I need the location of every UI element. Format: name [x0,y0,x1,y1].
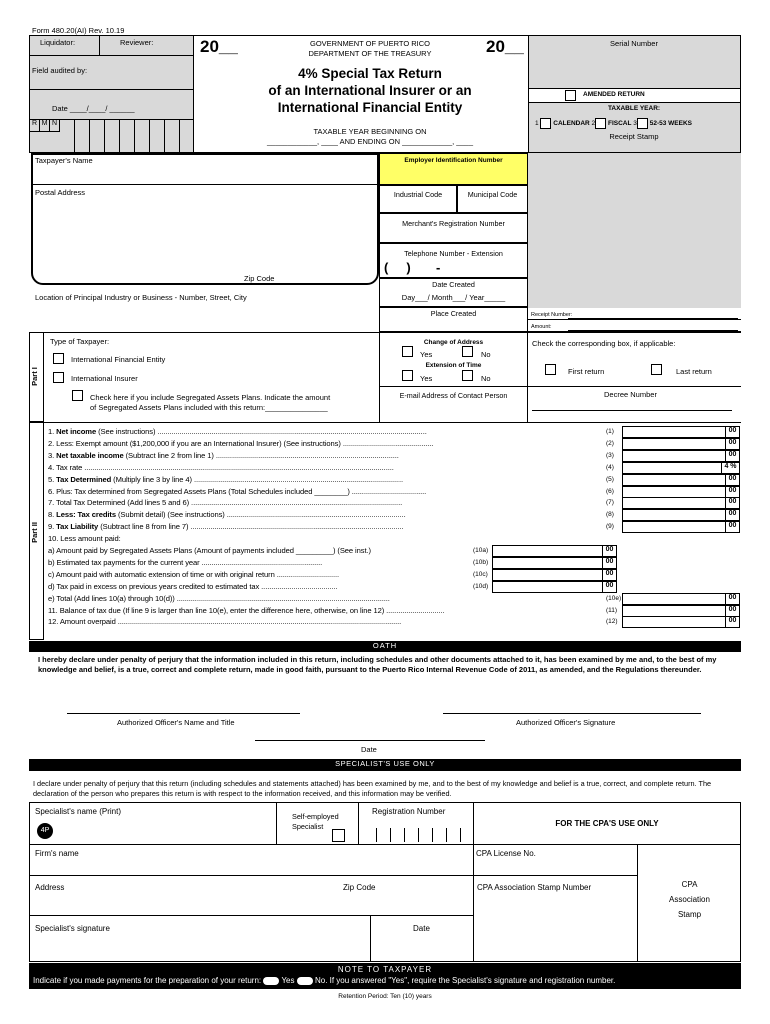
oath-date-label: Date [361,745,377,754]
footer-text-1: Indicate if you made payments for the preparation of your return: [33,976,262,985]
cpa-stamp-label-1: CPA [681,880,698,889]
line-5-amount[interactable] [622,474,740,486]
segregated-text-1: Check here if you include Segregated Assets Plans. Indicate the amount [90,393,331,402]
line-6-ref: (6) [606,487,614,495]
specialist-title: SPECIALIST'S USE ONLY [29,759,741,771]
line-7-cents: 00 [725,498,739,508]
line-15-amount[interactable] [622,593,740,605]
footer-yes-label: Yes [281,976,295,985]
line-13-cents: 00 [602,570,616,580]
line-16-ref: (11) [606,606,618,614]
receipt-stamp-area [528,153,741,308]
insurer-checkbox[interactable] [53,372,64,383]
extension-label: Extension of Time [425,362,482,369]
date-cell [30,90,194,120]
line-4-ref: (4) [606,463,614,471]
telephone-label: Telephone Number - Extension [404,249,503,258]
oath-text: I hereby declare under penalty of perjury that the information included in this return, including schedules and other documents attached to it, has been examined by me and, to the best of my knowledge and belief, is a true, correct and complete return, made in good faith, pursuant to the Puerto Rico Internal Revenue Code of 2011, as amended, and the Regulations thereunder. [38,655,717,674]
specialist-badge: 4P [37,823,53,839]
line-5-ref: (5) [606,475,614,483]
self-divider [276,802,277,844]
line-12-amount[interactable] [492,557,617,569]
specialist-declaration: I declare under penalty of perjury that this return (including schedules and statements attached) has been examined by me, and to the best of my knowledge and belief is a true, correct, and complete return. The declaration of the person who prepares this return is with respect to the information received, and this information may be verified. [33,779,712,798]
line-1-cents: 00 [725,427,739,437]
last-return-checkbox[interactable] [651,364,662,375]
weeks-checkbox[interactable] [637,118,648,129]
line-8-text: 8. Less: Tax credits (Submit detail) (See instructions) ......................................................................................... [48,510,406,520]
line-9-amount[interactable] [622,521,740,533]
line-3-text: 3. Net taxable income (Subtract line 2 from line 1) ........................................................................................... [48,450,399,460]
postal-address-label: Postal Address [35,188,86,197]
registration-number-label: Registration Number [372,807,446,816]
year-right: 20__ [486,37,524,56]
line-7-ref: (7) [606,499,614,507]
year-left: 20__ [200,37,238,56]
ife-checkbox[interactable] [53,353,64,364]
change-yes-label: Yes [420,350,433,359]
line-1-text: 1. Net income (See instructions) ...................................................................................................................................... [48,427,427,436]
line-13-text: c) Amount paid with automatic extension of time or with original return ............................... [48,569,340,579]
line-16-text: 11. Balance of tax due (If line 9 is larger than line 10(e), enter the difference here, otherwise, on line 12) ............................. [48,605,445,615]
phone-format: ( ) - [384,260,441,275]
retention-period: Retention Period: Ten (10) years [338,993,432,1000]
date-label: Date ____/____/ ______ [52,104,135,113]
gov-name: GOVERNMENT OF PUERTO RICO [309,39,430,48]
amended-return-label: AMENDED RETURN [583,91,645,98]
line-4-text: 4. Tax rate .......................................................................................................................................................... [48,462,394,472]
rmn-r: R [30,120,40,132]
rmn-m: M [40,120,50,132]
field-audited-cell [30,56,194,90]
line-17-text: 12. Amount overpaid ............................................................................................................................................. [48,617,402,627]
insurer-label: International Insurer [71,374,138,383]
address-label: Address [35,883,65,892]
rmn-grid [60,120,194,152]
receipt-number-line [568,318,738,319]
receipt-stamp-label: Receipt Stamp [609,132,659,141]
line-6-text: 6. Plus: Tax determined from Segregated Assets Plans (Total Schedules included ________) ..................................... [48,486,427,496]
line-7-text: 7. Total Tax Determined (Add lines 5 and 6) ......................................................................................................... [48,498,403,508]
note-title: NOTE TO TAXPAYER [337,965,433,974]
industrial-code-label: Industrial Code [393,190,443,199]
taxable-year-beginning: TAXABLE YEAR BEGINNING ON [313,127,427,136]
reviewer-label: Reviewer: [120,38,154,47]
officer-signature-label: Authorized Officer's Signature [516,718,616,727]
cpa-stamp-label-2: Association [669,895,710,904]
line-16-amount[interactable] [622,605,740,617]
extension-yes-checkbox[interactable] [402,370,413,381]
taxpayer-name-label: Taxpayer's Name [35,156,93,165]
line-3-amount[interactable] [622,450,740,462]
line-14-text: d) Tax paid in excess on previous years credited to estimated tax ...................................... [48,581,338,591]
officer-name-label: Authorized Officer's Name and Title [117,718,235,727]
last-return-label: Last return [676,367,712,376]
line-3-ref: (3) [606,451,614,459]
footer-text [33,976,739,985]
line-10-text: 10. Less amount paid: [48,534,121,544]
line-16-cents: 00 [725,606,739,616]
specialist-name-label: Specialist's name (Print) [35,807,121,816]
calendar-label: CALENDAR [553,120,590,128]
footer-text-2: No. If you answered "Yes", require the Specialist's signature and registration number. [314,976,616,985]
line-8-amount[interactable] [622,509,740,521]
line-13-ref: (10c) [473,570,488,578]
decree-number-line[interactable] [532,410,732,411]
line-12-ref: (10b) [473,558,489,566]
cpa-license-label: CPA License No. [476,849,536,858]
zip-code-label: Zip Code [244,274,275,283]
line-4-cents: 4 % [721,463,739,473]
line-17-cents: 00 [725,617,739,627]
line-9-ref: (9) [606,523,614,531]
taxable-year-ending: ____________, ____ AND ENDING ON ____________, ____ [267,137,473,146]
reg-divider [358,802,359,844]
line-11-cents: 00 [602,546,616,556]
name-divider [33,184,377,185]
merchant-label: Merchant's Registration Number [402,219,505,228]
line-1-ref: (1) [606,428,614,435]
form-number: Form 480.20(AI) Rev. 10.19 [32,26,125,35]
oath-title: OATH [29,641,741,652]
line-1-amount[interactable] [622,426,740,438]
municipal-code-label: Municipal Code [467,190,518,199]
change-yes-checkbox[interactable] [402,346,413,357]
option-2-num: 2 [591,120,596,128]
extension-yes-label: Yes [420,374,433,383]
line-17-amount[interactable] [622,616,740,628]
line-5-text: 5. Tax Determined (Multiply line 3 by line 4) ........................................................................................................ [48,474,403,484]
ein-label: Employer Identification Number [404,157,503,164]
officer-name-line[interactable] [67,713,300,714]
decree-number-label: Decree Number [604,390,657,399]
weeks-label: 52-53 WEEKS [649,120,692,128]
location-label: Location of Principal Industry or Business - Number, Street, City [35,293,247,302]
line-3-cents: 00 [725,451,739,461]
line-2-text: 2. Less: Exempt amount ($1,200,000 if you are an International Insurer) (See instructions) ............................................. [48,438,434,448]
self-employed-checkbox[interactable] [332,829,345,842]
line-11-ref: (10a) [473,547,489,554]
form-title-1: 4% Special Tax Return [298,66,442,81]
address-divider [29,875,637,876]
extension-no-label: No [481,374,491,383]
field-audited-label: Field audited by: [32,66,88,75]
option-1-num: 1 [535,120,539,128]
line-14-cents: 00 [602,582,616,592]
cpa-association-label: CPA Association Stamp Number [477,883,592,892]
taxable-year-options [535,118,692,129]
place-created-label: Place Created [430,309,477,318]
serial-number-label: Serial Number [610,39,658,48]
footer-yes-toggle[interactable] [263,977,279,985]
change-no-checkbox[interactable] [462,346,473,357]
line-6-amount[interactable] [622,486,740,498]
oath-date-line[interactable] [255,740,485,741]
taxpayer-type-label: Type of Taxpayer: [50,337,110,346]
option-3-num: 3 [633,120,637,128]
line-8-cents: 00 [725,510,739,520]
specialist-date-label: Date [413,924,430,933]
line-2-ref: (2) [606,439,614,447]
part1-label: Part I [29,367,39,386]
self-employed-label-2: Specialist [292,822,324,831]
self-employed-label: Self-employed [292,812,339,821]
line-14-amount[interactable] [492,581,617,593]
amount-line [568,330,738,331]
dept-name: DEPARTMENT OF THE TREASURY [308,49,432,58]
specialist-signature-label: Specialist's signature [35,924,110,933]
form-title-2: of an International Insurer or an [268,83,472,98]
line-9-text: 9. Tax Liability (Subtract line 8 from line 7) .......................................................................................................... [48,522,404,532]
line-12-text: b) Estimated tax payments for the current year ............................................................ [48,557,323,567]
taxable-year-label: TAXABLE YEAR: [607,105,661,112]
footer-no-toggle[interactable] [297,977,313,985]
line-6-cents: 00 [725,487,739,497]
email-divider [379,386,528,387]
part2-label: Part II [29,522,39,543]
receipt-number-label: Receipt Number: [531,312,573,318]
change-address-label: Change of Address [423,339,484,346]
line-13-amount[interactable] [492,569,617,581]
firm-divider [29,844,741,845]
line-11-amount[interactable] [492,545,617,557]
email-label[interactable]: E-mail Address of Contact Person [399,391,508,400]
line-8-ref: (8) [606,511,614,519]
date-created-label: Date Created [432,280,475,289]
amount-label: Amount: [531,324,552,330]
line-5-cents: 00 [725,475,739,485]
officer-signature-line[interactable] [443,713,701,714]
line-7-amount[interactable] [622,497,740,509]
signature-divider [29,915,473,916]
rmn-n: N [50,120,60,132]
specialist-zip-label: Zip Code [343,883,376,892]
change-no-label: No [481,350,491,359]
amended-return-checkbox[interactable] [565,90,576,101]
liquidator-cell [30,36,100,56]
line-4-amount[interactable] [622,462,740,474]
cpa-only-label: FOR THE CPA'S USE ONLY [555,819,659,828]
registration-number-boxes[interactable] [376,828,461,842]
line-15-cents: 00 [725,594,739,604]
reviewer-cell [100,36,194,56]
fiscal-label: FISCAL [607,120,632,128]
sig-date-divider [370,915,371,962]
first-return-label: First return [568,367,605,376]
line-17-ref: (12) [606,618,618,626]
decree-divider [528,386,741,387]
line-15-ref: (10e) [606,594,622,602]
line-14-ref: (10d) [473,582,489,590]
taxpayer-name-box[interactable] [31,153,379,285]
segregated-checkbox[interactable] [72,390,83,401]
line-9-cents: 00 [725,522,739,532]
extension-no-checkbox[interactable] [462,370,473,381]
liquidator-label: Liquidator: [40,38,76,47]
line-2-cents: 00 [725,439,739,449]
line-11-text: a) Amount paid by Segregated Assets Plans (Amount of payments included _________) (See inst.) [48,546,371,555]
line-2-amount[interactable] [622,438,740,450]
line-12-cents: 00 [602,558,616,568]
date-created-format: Day___/ Month___/ Year_____ [401,293,506,302]
fiscal-checkbox[interactable] [595,118,606,129]
part2-top-line [29,422,741,423]
line-15-text: e) Total (Add lines 10(a) through 10(d)) .......................................................................................................... [48,593,390,603]
calendar-checkbox[interactable] [540,118,551,129]
cpa-stamp-label-3: Stamp [677,910,702,919]
merchant-cell[interactable] [379,213,528,243]
first-return-checkbox[interactable] [545,364,556,375]
firm-name-label: Firm's name [35,849,79,858]
segregated-text-2: of Segregated Assets Plans included with this return:_______________ [90,403,328,412]
ife-label: International Financial Entity [71,355,166,364]
check-box-instructions: Check the corresponding box, if applicable: [532,339,676,348]
form-title-3: International Financial Entity [277,100,463,115]
